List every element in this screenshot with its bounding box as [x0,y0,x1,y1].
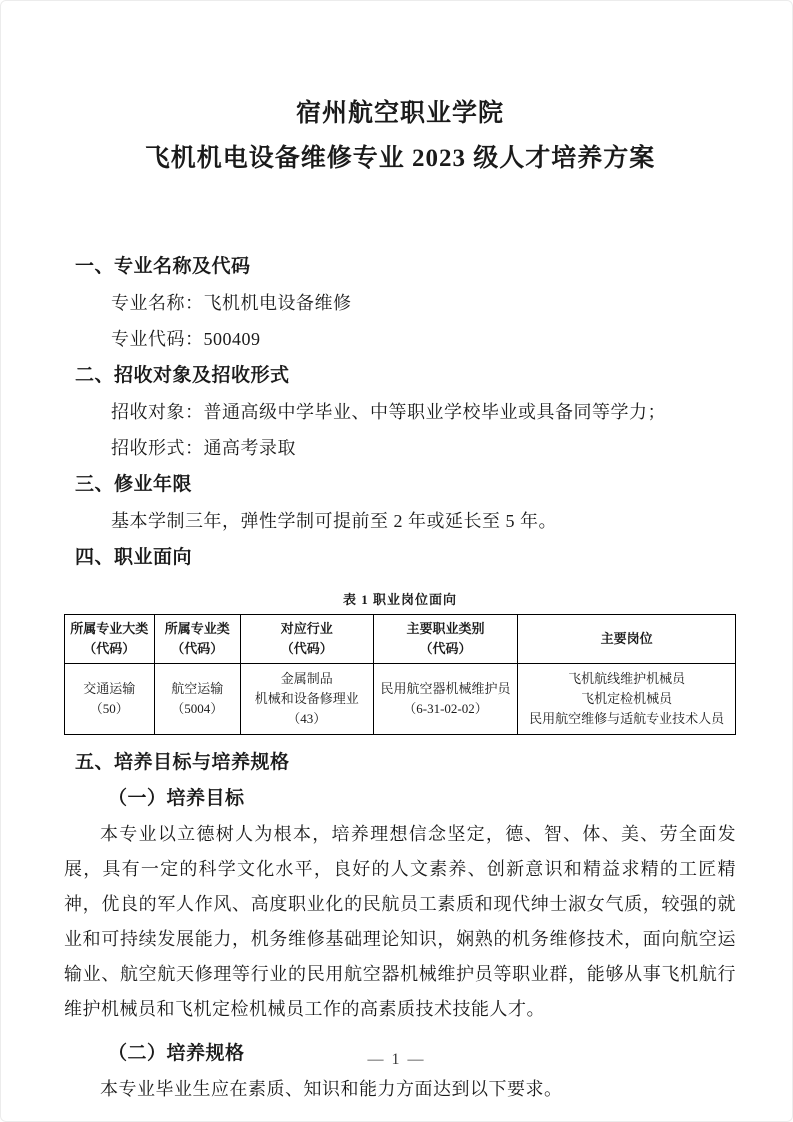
table-data-row [65,664,736,735]
header-industry-line2: （代码） [280,641,333,656]
cell-major-category-line2: （50） [89,701,129,716]
cell-industry-line3: （43） [287,711,327,726]
section-admission [64,366,736,457]
cell-major-class [154,664,240,735]
cell-main-positions-line2: 飞机定检机械员 [581,691,673,706]
major-name-line: 专业名称：飞机机电设备维修 [111,293,352,313]
header-industry-line1: 对应行业 [280,621,333,636]
header-major-class-line1: 所属专业类 [164,621,230,636]
section-major-name-and-code [64,257,736,348]
header-major-class-line2: （代码） [171,641,224,656]
cell-major-category-line1: 交通运输 [83,681,136,696]
section-4-heading: 四、职业面向 [75,547,193,568]
cell-occupation-category [373,664,518,735]
cell-main-positions [518,664,736,735]
cell-industry-line2: 机械和设备修理业 [254,691,359,706]
header-main-positions [518,615,736,664]
header-main-positions-line1: 主要岗位 [600,631,653,646]
cell-major-category [65,664,155,735]
major-code-line: 专业代码：500409 [111,329,261,349]
admission-target-line: 招收对象：普通高级中学毕业、中等职业学校毕业或具备同等学力； [111,402,666,422]
section-1-heading: 一、专业名称及代码 [75,256,251,277]
table-header-row [65,615,736,664]
header-occupation-category-line2: （代码） [419,641,472,656]
header-major-category [65,615,155,664]
header-occupation-category-line1: 主要职业类别 [406,621,485,636]
admission-form-line: 招收形式：通高考录取 [111,438,296,458]
cell-occupation-category-line2: （6-31-02-02） [403,701,488,716]
training-specs-paragraph: 本专业毕业生应在素质、知识和能力方面达到以下要求。 [100,1079,563,1099]
section-5-heading: 五、培养目标与培养规格 [75,752,290,773]
cell-major-class-line1: 航空运输 [171,681,224,696]
section-3-heading: 三、修业年限 [75,474,193,495]
training-objectives-paragraph: 本专业以立德树人为根本，培养理想信念坚定，德、智、体、美、劳全面发展，具有一定的科学文化水平，良好的人文素养、创新意识和精益求精的工匠精神，优良的军人作风、高度职业化的民航员工素质和现代绅士淑女气质，较强的就业和可持续发展能力，机务维修基础理论知识，娴熟的机务维修技术，面向航空运输业、航空航天修理等行业的民用航空器机械维护员等职业群，能够从事飞机航行维护机械员和飞机定检机械员工作的高素质技术技能人才。 [64,824,736,1019]
header-major-class [154,615,240,664]
section-study-duration [64,475,736,530]
cell-major-class-line2: （5004） [171,701,224,716]
cell-industry-line1: 金属制品 [280,671,333,686]
page-number: — 1 — [367,1051,426,1068]
document-content [1,1,792,1107]
header-major-category-line1: 所属专业大类 [70,621,149,636]
section-career-orientation [64,548,736,735]
cell-industry [240,664,373,735]
table-1-caption: 表 1 职业岗位面向 [342,592,457,607]
subsection-2-heading: （二）培养规格 [108,1043,245,1064]
cell-main-positions-line3: 民用航空维修与适航专业技术人员 [529,711,725,726]
cell-occupation-category-line1: 民用航空器机械维护员 [380,681,511,696]
subsection-1-heading: （一）培养目标 [108,788,245,809]
header-industry [240,615,373,664]
study-duration-line: 基本学制三年，弹性学制可提前至 2 年或延长至 5 年。 [111,511,557,531]
document-title-line-1: 宿州航空职业学院 [295,100,504,127]
title-section-spacer [64,181,736,239]
header-occupation-category [373,615,518,664]
cell-main-positions-line1: 飞机航线维护机械员 [568,671,686,686]
header-major-category-line2: （代码） [83,641,136,656]
section-2-heading: 二、招收对象及招收形式 [75,365,290,386]
career-positions-table [64,614,736,735]
document-title-line-2: 飞机机电设备维修专业 2023 级人才培养方案 [144,145,656,172]
